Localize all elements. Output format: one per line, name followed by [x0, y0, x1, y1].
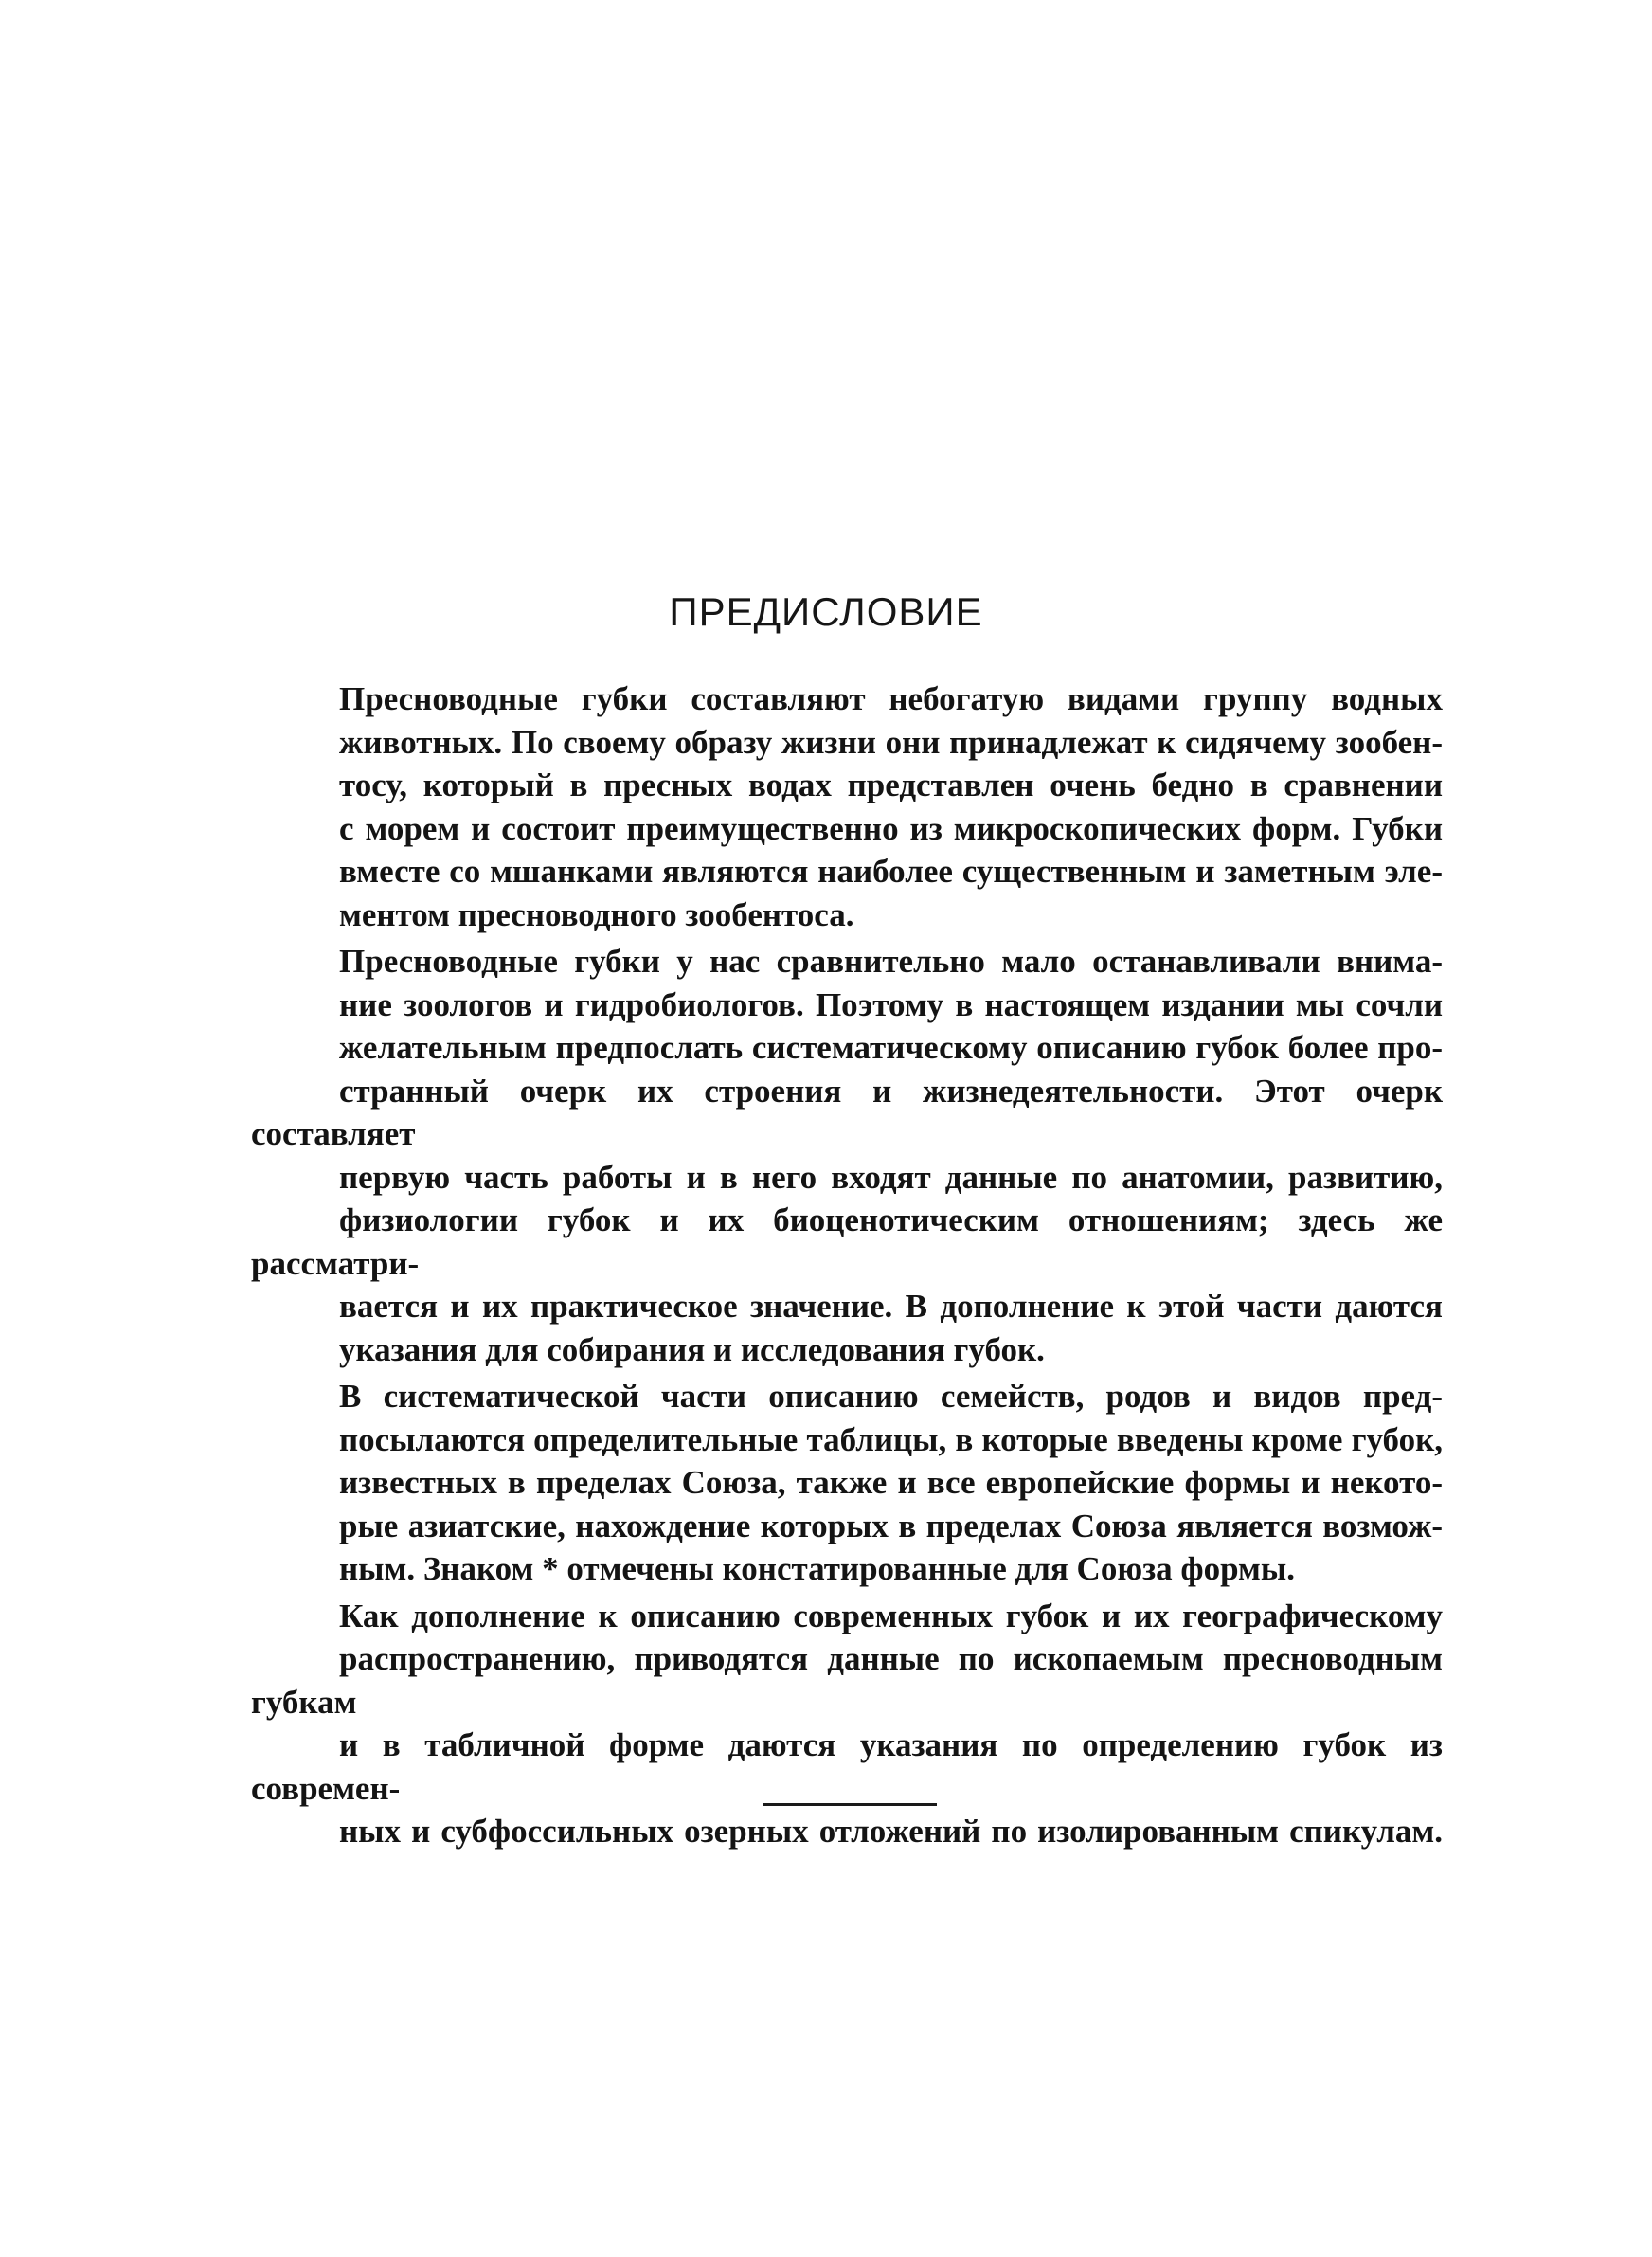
text-line: и в табличной форме даются указания по определению губок из современ- — [251, 1726, 1443, 1807]
text-line: тосу, который в пресных водах представлен очень бедно в сравнении — [339, 767, 1443, 803]
text-line: ние зоологов и гидробиологов. Поэтому в настоящем издании мы сочли — [339, 985, 1443, 1023]
text-line: первую часть работы и в него входят данные по анатомии, развитию, — [339, 1158, 1443, 1196]
text-line: ных и субфоссильных озерных отложений по изолированным спикулам. — [339, 1813, 1443, 1850]
text-line: известных в пределах Союза, также и все европейские формы и некото- — [339, 1464, 1443, 1501]
text-line: вается и их практическое значение. В дополнение к этой части даются — [339, 1288, 1443, 1325]
paragraph-1 — [251, 677, 1443, 936]
text-line: вместе со мшанками являются наиболее существенным и заметным эле- — [339, 853, 1443, 890]
paragraph-4 — [251, 1595, 1443, 1853]
text-line: ным. Знаком * отмечены констатированные для Союза формы. — [339, 1550, 1295, 1587]
text-line: В систематической части описанию семейств, родов и видов пред- — [339, 1378, 1443, 1415]
text-line: Как дополнение к описанию современных губок и их географическому — [339, 1597, 1443, 1634]
preface-body — [251, 677, 1443, 1857]
text-line: посылаются определительные таблицы, в которые введены кроме губок, — [339, 1420, 1443, 1458]
text-line: ментом пресноводного зообентоса. — [339, 895, 854, 933]
text-line: указания для собирания и исследования губок. — [339, 1330, 1045, 1368]
paragraph-2 — [251, 940, 1443, 1371]
text-line: рые азиатские, нахождение которых в пределах Союза является возмож- — [339, 1507, 1443, 1544]
text-line: странный очерк их строения и жизнедеятельности. Этот очерк составляет — [251, 1072, 1443, 1152]
section-end-rule — [763, 1803, 937, 1806]
text-line: животных. По своему образу жизни они принадлежат к сидячему зообен- — [339, 723, 1443, 761]
paragraph-3 — [251, 1375, 1443, 1591]
text-line: физиологии губок и их биоценотическим отношениям; здесь же рассматри- — [251, 1201, 1443, 1282]
text-line: желательным предпослать систематическому описанию губок более про- — [339, 1029, 1443, 1066]
page-title: ПРЕДИСЛОВИЕ — [669, 589, 983, 634]
text-line: распространению, приводятся данные по ископаемым пресноводным губкам — [251, 1640, 1443, 1721]
text-line: Пресноводные губки составляют небогатую видами группу водных — [339, 680, 1443, 717]
text-line: Пресноводные губки у нас сравнительно мало останавливали внима- — [339, 943, 1443, 980]
text-line: с морем и состоит преимущественно из микроскопических форм. Губки — [339, 809, 1443, 847]
